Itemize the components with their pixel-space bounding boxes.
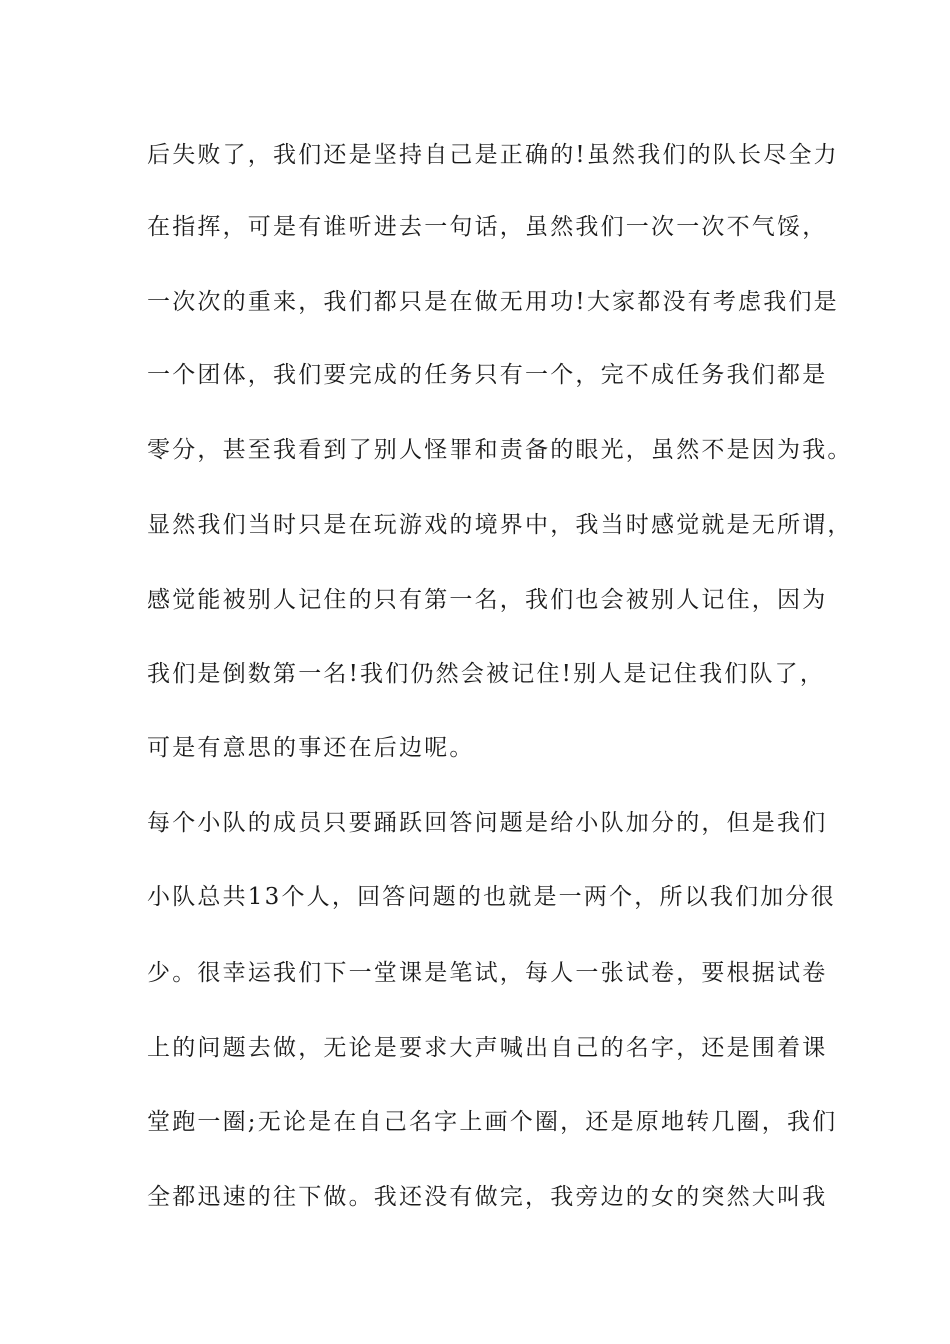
text-line: 一个团体，我们要完成的任务只有一个，完不成任务我们都是 <box>147 362 828 388</box>
text-line: 感觉能被别人记住的只有第一名，我们也会被别人记住，因为 <box>147 587 828 613</box>
text-line: 堂跑一圈;无论是在自己名字上画个圈，还是原地转几圈，我们 <box>147 1109 838 1135</box>
text-line: 在指挥，可是有谁听进去一句话，虽然我们一次一次不气馁， <box>147 214 828 240</box>
text-line: 可是有意思的事还在后边呢。 <box>147 735 475 761</box>
text-line: 一次次的重来，我们都只是在做无用功!大家都没有考虑我们是 <box>147 289 839 315</box>
text-line: 少。很幸运我们下一堂课是笔试，每人一张试卷，要根据试卷 <box>147 960 828 986</box>
text-line: 上的问题去做，无论是要求大声喊出自己的名字，还是围着课 <box>147 1035 828 1061</box>
text-line: 小队总共13个人，回答问题的也就是一两个，所以我们加分很 <box>147 884 836 910</box>
text-line: 后失败了，我们还是坚持自己是正确的!虽然我们的队长尽全力 <box>147 142 839 168</box>
text-line: 我们是倒数第一名!我们仍然会被记住!别人是记住我们队了， <box>147 661 826 687</box>
text-line: 显然我们当时只是在玩游戏的境界中，我当时感觉就是无所谓， <box>147 512 853 538</box>
text-line: 全都迅速的往下做。我还没有做完，我旁边的女的突然大叫我 <box>147 1184 828 1210</box>
text-line: 每个小队的成员只要踊跃回答问题是给小队加分的，但是我们 <box>147 810 828 836</box>
text-line: 零分，甚至我看到了别人怪罪和责备的眼光，虽然不是因为我。 <box>147 437 853 463</box>
